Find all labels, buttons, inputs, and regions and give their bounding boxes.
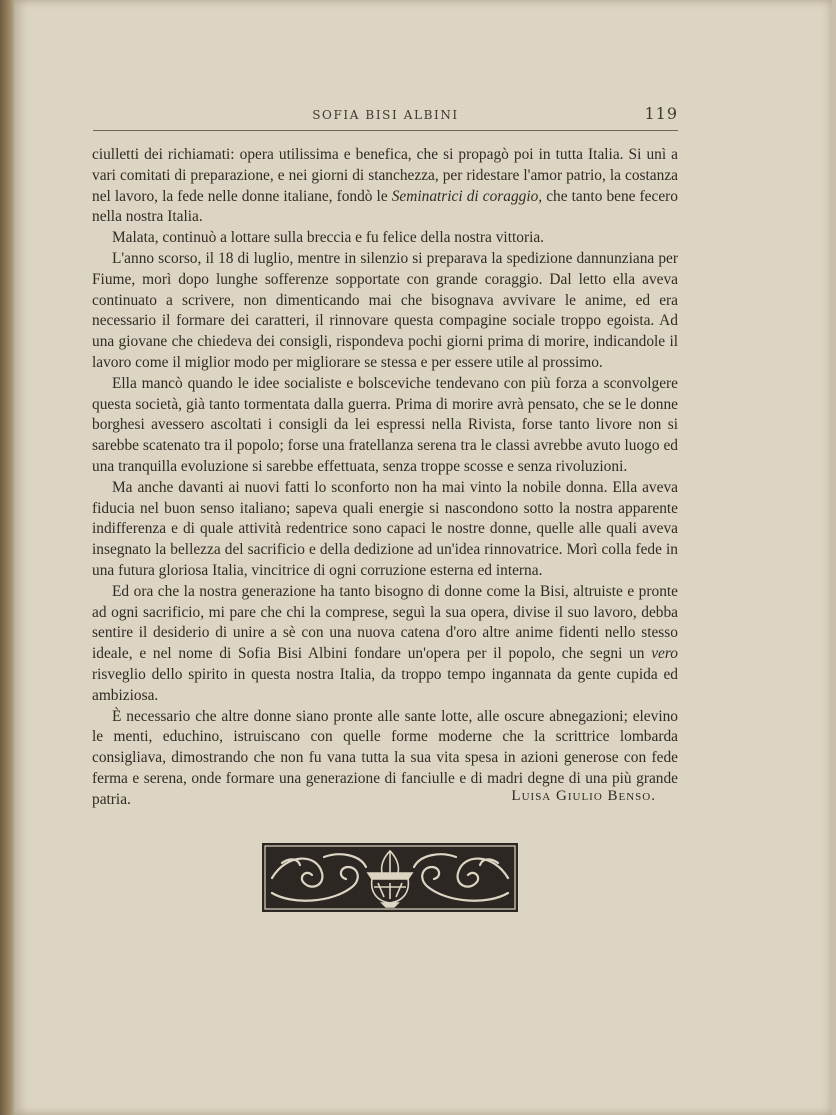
italic-word: vero [651, 645, 678, 663]
article-body [92, 145, 678, 811]
paragraph: Malata, continuò a lottare sulla breccia e fu felice della nostra vittoria. [112, 229, 545, 247]
paragraph: Ma anche davanti ai nuovi fatti lo sconforto non ha mai vinto la nobile donna. Ella aveva fiducia nel buon senso italiano; sapeva quali energie si nascondono sotto la nostra apparente indifferenza e di quale attività redentrice sono capaci le nostre donne, quelle alle quali aveva insegnato la bellezza del sacrificio e della dedizione ad un'idea rinnovatrice. Morì colla fede in una futura gloriosa Italia, vincitrice di ogni corruzione esterna ed interna. [92, 478, 678, 579]
paragraph-text: che tanto bene fecero nella nostra Italia. [92, 187, 678, 226]
floral-tailpiece-ornament [262, 843, 518, 912]
paragraph-text: ciulletti dei richiamati: opera utilissima e benefica, che si propagò poi in tutta Italia. Si unì a vari comitati di preparazione, e nei giorni di stanchezza, per ridestare l'amor patrio, la costanza nel lavoro, la fede nelle donne italiane, fondò le [92, 146, 678, 205]
author-signature: Luisa Giulio Benso. [511, 788, 656, 804]
paragraph: L'anno scorso, il 18 di luglio, mentre in silenzio si preparava la spedizione dannunziana per Fiume, morì dopo lunghe sofferenze sopportate con grande coraggio. Dal letto ella aveva continuato a scrivere, non dimenticando mai che bisognava avvivare le anime, ed era necessario il formare dei caratteri, il rinnovare questa compagine sociale troppo egoista. Ad una giovane che chiedeva dei consigli, rispondeva pochi giorni prima di morire, indicandole il lavoro come il miglior modo per migliorare se stessa e per essere utile al prossimo. [92, 249, 678, 371]
page-header [93, 104, 678, 131]
italic-title: Seminatrici di coraggio, [391, 187, 543, 205]
paragraph-text: Ed ora che la nostra generazione ha tanto bisogno di donne come la Bisi, altruiste e pronte ad ogni sacrificio, mi pare che chi la comprese, seguì la sua opera, divise il suo lavoro, debba sentire il desiderio di unire a sè con una nuova catena d'oro altre anime fidenti nello stesso ideale, e nel nome di Sofia Bisi Albini fondare un'opera per il popolo, che segni un [92, 582, 678, 663]
page-number: 119 [644, 104, 678, 123]
paragraph: È necessario che altre donne siano pronte alle sante lotte, alle oscure abnegazioni; elevino le menti, educhino, istruiscano con quelle forme moderne che la scrittrice lombarda consigliava, dimostrando che non fu vana tutta la sua vita spesa in azioni generose con fede ferma e serena, onde formare una generazione di fanciulle e di madri degne di una più grande patria. [92, 707, 678, 808]
running-head: SOFIA BISI ALBINI [312, 108, 459, 122]
paragraph: Ella mancò quando le idee socialiste e bolsceviche tendevano con più forza a sconvolgere questa società, già tanto tormentata dalla guerra. Prima di morire avrà pensato, che se le donne borghesi avessero ascoltati i consigli da lei espressi nella Rivista, forse tanto livore non si sarebbe scatenato tra il popolo; forse una fratellanza serena tra le classi avrebbe avuto luogo ed una tranquilla evoluzione si sarebbe effettuata, senza troppe scosse e senza rivoluzioni. [92, 374, 678, 475]
paragraph-text: risveglio dello spirito in questa nostra Italia, da troppo tempo ingannata da gente cupida ed ambiziosa. [92, 665, 678, 704]
paragraph [92, 145, 678, 228]
paragraph [92, 582, 678, 707]
